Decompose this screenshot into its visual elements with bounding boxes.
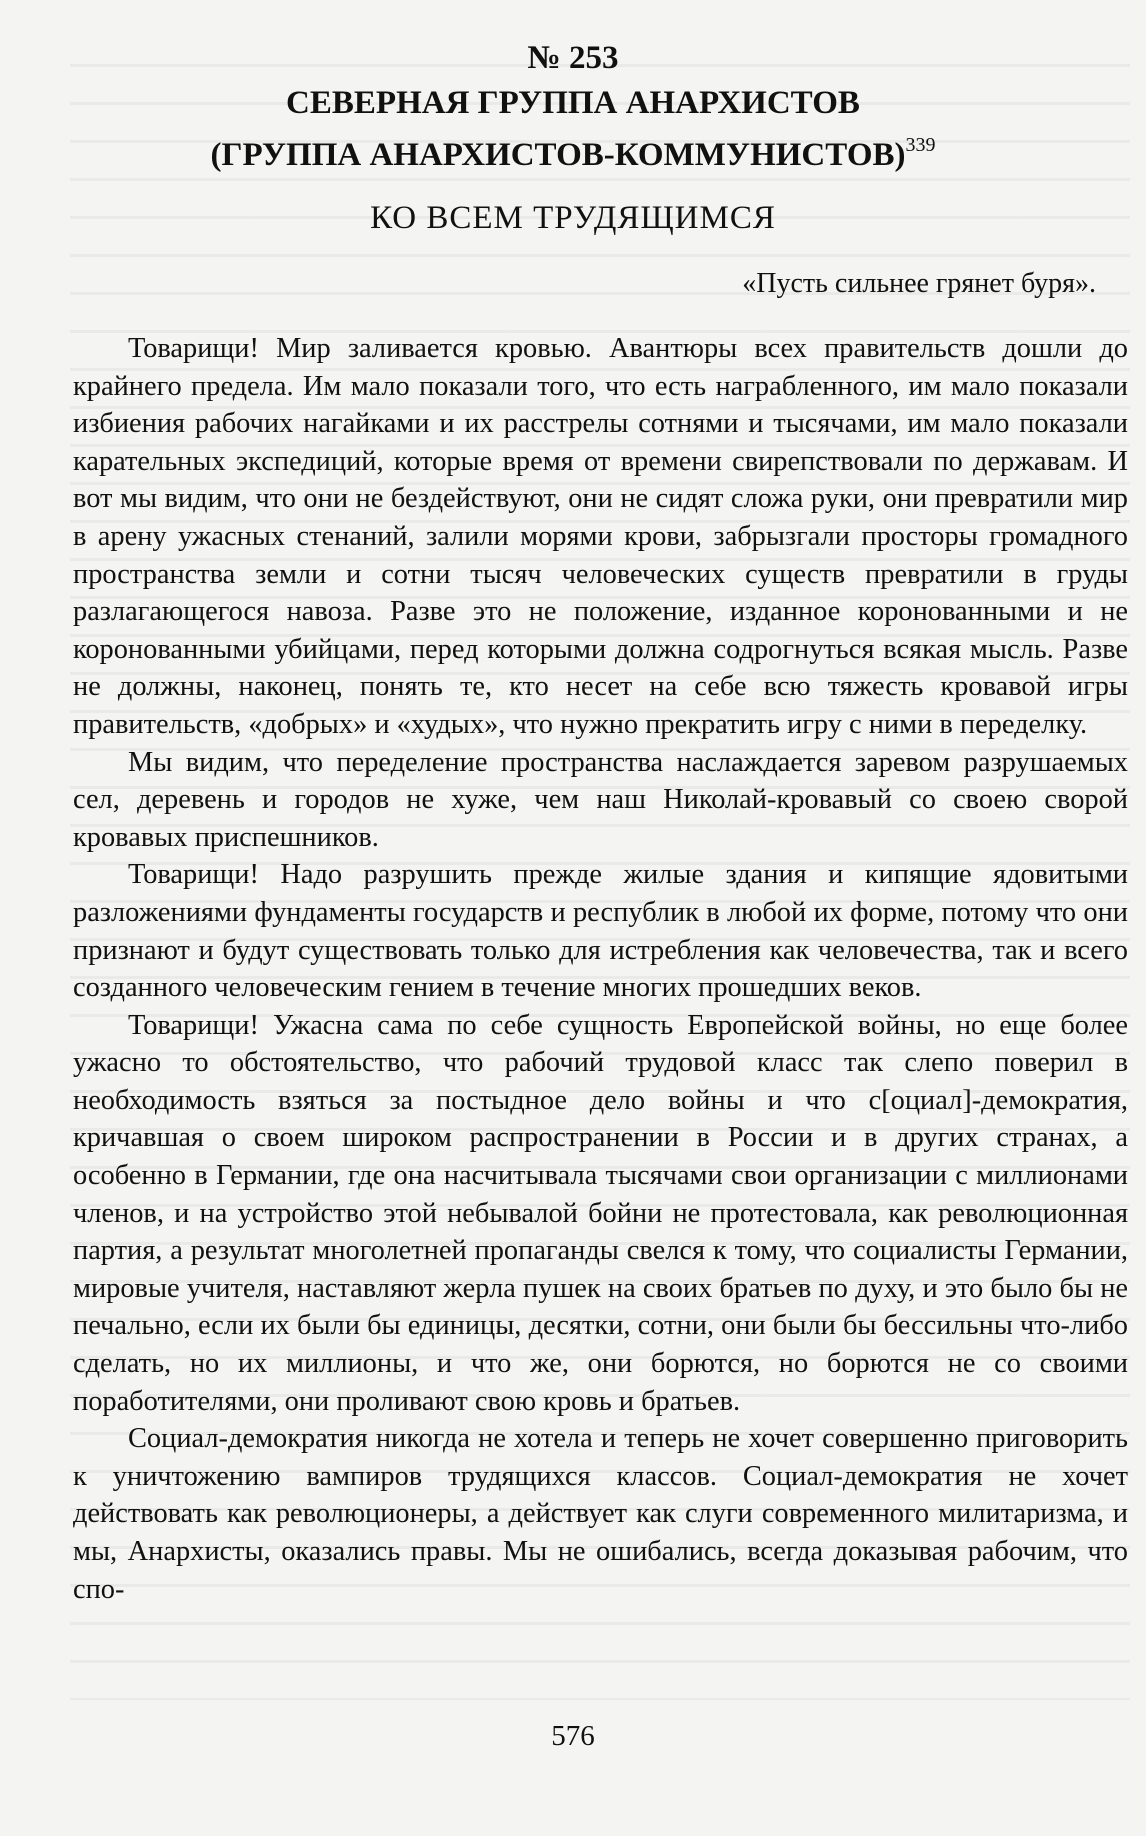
footnote-reference: 339 <box>905 134 936 156</box>
group-title-line2 <box>0 124 1146 176</box>
paragraph-1: Товарищи! Мир заливается кровью. Авантюры всех правительств дошли до крайнего предела. Им мало показали того, что есть награбленного, им мало показали избиения рабочих нагайками и их расстрелы сотнями и тысячами, им мало показали карательных экспедиций, которые время от времени свирепствовали по державам. И вот мы видим, что они не бездействуют, они не сидят сложа руки, они превратили мир в арену ужасных стенаний, залили морями крови, забрызгали просторы громадного пространства земли и сотни тысяч человеческих существ превратили в груды разлагающегося навоза. Разве это не положение, изданное коронованными и не коронованными убийцами, перед которыми должна содрогнуться всякая мысль. Разве не должны, наконец, понять те, кто несет на себе всю тяжесть кровавой игры правительств, «добрых» и «худых», что нужно прекратить игру с ними в переделку. <box>73 333 1128 740</box>
appeal-title: КО ВСЕМ ТРУДЯЩИМСЯ <box>370 200 776 236</box>
paragraph-3: Товарищи! Надо разрушить прежде жилые здания и кипящие ядовитыми разложениями фундаменты государств и республик в любой их форме, потому что они признают и будут существовать только для истребления как человечества, так и всего созданного человеческим гением в течение многих прошедших веков. <box>73 859 1128 1004</box>
body-text <box>73 330 1128 1608</box>
paragraph-4: Товарищи! Ужасна сама по себе сущность Европейской войны, но еще более ужасно то обстоятельство, что рабочий трудовой класс так слепо поверил в необходимость взяться за постыдное дело войны и что с[оциал]-демократия, кричавшая о своем широком распространении в России и в других странах, а особенно в Германии, где она насчитывала тысячами свои организации с миллионами членов, и на устройство этой небывалой бойни не протестовала, как революционная партия, а результат многолетней пропаганды свелся к тому, что социалисты Германии, мировые учителя, наставляют жерла пушек на своих братьев по духу, и это было бы не печально, если их были бы единицы, десятки, сотни, они были бы бессильны что-либо сделать, но их миллионы, и что же, они борются, но борются не со своими поработителями, они проливают свою кровь и братьев. <box>73 1009 1128 1417</box>
group-title-line2-text: (ГРУППА АНАРХИСТОВ-КОММУНИСТОВ) <box>210 137 906 173</box>
group-title-line1: СЕВЕРНАЯ ГРУППА АНАРХИСТОВ <box>286 85 860 121</box>
paragraph-5: Социал-демократия никогда не хотела и теперь не хочет совершенно приговорить к уничтожению вампиров трудящихся классов. Социал-демократия не хочет действовать как революционеры, а действует как слуги современного милитаризма, и мы, Анархисты, оказались правы. Мы не ошибались, всегда доказывая рабочим, что спо- <box>73 1423 1128 1605</box>
group-title <box>0 82 1146 176</box>
document-number: № 253 <box>527 40 619 76</box>
epigraph: «Пусть сильнее грянет буря». <box>742 268 1096 299</box>
page-number: 576 <box>551 1720 595 1752</box>
paragraph-2: Мы видим, что переделение пространства наслаждается заревом разрушаемых сел, деревень и городов не хуже, чем наш Николай-кровавый со своею сворой кровавых приспешников. <box>73 746 1128 853</box>
